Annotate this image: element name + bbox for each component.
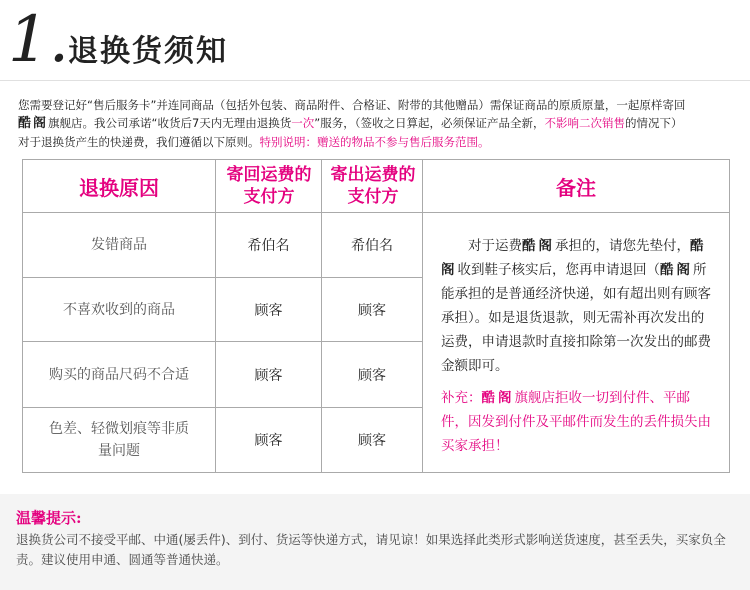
brand-logo-text: 酷阁: [18, 116, 49, 131]
highlight-once: 一次: [291, 116, 315, 130]
row-reason: 购买的商品尺码不合适: [49, 366, 189, 383]
row-send-payer: 顾客: [358, 302, 386, 319]
return-policy-table: [22, 159, 730, 473]
header-return-shipping: 寄回运费的支付方: [226, 165, 312, 207]
section-number: 1.: [8, 3, 70, 77]
intro-line-2: [18, 114, 738, 133]
row-reason: 发错商品: [91, 237, 147, 253]
row-return-payer: 希伯名: [247, 238, 290, 254]
header-reason: 退换原因: [79, 175, 159, 200]
intro-text: 对于退换货产生的快递费，我们遵循以下原则。: [18, 135, 260, 149]
intro-text: 的情况下）: [625, 116, 683, 130]
remarks-text: 对于运费: [468, 238, 522, 254]
remarks-paragraph: [441, 234, 713, 378]
special-note: 特别说明：赠送的物品不参与售后服务范围。: [259, 135, 490, 149]
row-return-payer: 顾客: [254, 433, 283, 449]
remarks-text: [441, 234, 713, 458]
remarks-text: 收到鞋子核实后，您再申请退回（: [457, 262, 660, 278]
intro-text: 旗舰店。我公司承诺“收货后7天内无理由退换货: [48, 116, 292, 130]
brand-logo-text: 酷阁: [441, 238, 707, 278]
row-reason: 色差、轻微划痕等非质量问题: [49, 421, 189, 459]
row-return-payer: 顾客: [254, 302, 283, 319]
page-title: 退换货须知: [68, 34, 228, 69]
remarks-text: 所能承担的是普通经济快递，如有超出则有顾客承担）。如是退货退款，则无需补再次发出的运费，申请退款时直接扣除第一次发出的邮费金额即可。: [441, 262, 711, 374]
brand-logo-text: 酷阁: [522, 238, 555, 254]
intro-line-3: [18, 133, 738, 151]
intro-line-1: 您需要登记好“售后服务卡”并连同商品（包括外包装、商品附件、合格证、附带的其他赠品）需保证商品的原质原量，一起原样寄回: [18, 98, 686, 112]
remarks-text: 承担的，请您先垫付，: [555, 238, 690, 254]
header-divider: [0, 80, 750, 81]
row-send-payer: 希伯名: [351, 238, 393, 254]
tips-title: 温馨提示:: [16, 509, 82, 527]
intro-text: ”服务，（签收之日算起，必须保证产品全新，: [314, 116, 545, 130]
supplement-label: 补充：: [441, 390, 482, 406]
brand-logo-text: 酷阁: [481, 390, 515, 406]
highlight-resale: 不影响二次销售: [544, 116, 626, 130]
intro-paragraph: [18, 96, 738, 151]
page-header: [0, 0, 750, 80]
row-reason: 不喜欢收到的商品: [63, 301, 175, 318]
supplement-text: 旗舰店拒收一切到付件、平邮件，因发到付件及平邮件而发生的丢件损失由买家承担！: [441, 390, 711, 454]
tips-text: 退换货公司不接受平邮、中通(屡丢件)、到付、货运等快递方式，请见谅！如果选择此类形式影响送货速度，甚至丢失，买家负全责。建议使用申通、圆通等普通快递。: [16, 532, 726, 567]
row-send-payer: 顾客: [358, 367, 386, 384]
brand-logo-text: 酷阁: [660, 262, 693, 278]
header-send-shipping: 寄出运费的支付方: [330, 165, 416, 207]
row-return-payer: 顾客: [254, 367, 283, 384]
supplement-note: [441, 386, 713, 458]
row-send-payer: 顾客: [358, 433, 386, 449]
header-remarks: 备注: [556, 175, 596, 200]
